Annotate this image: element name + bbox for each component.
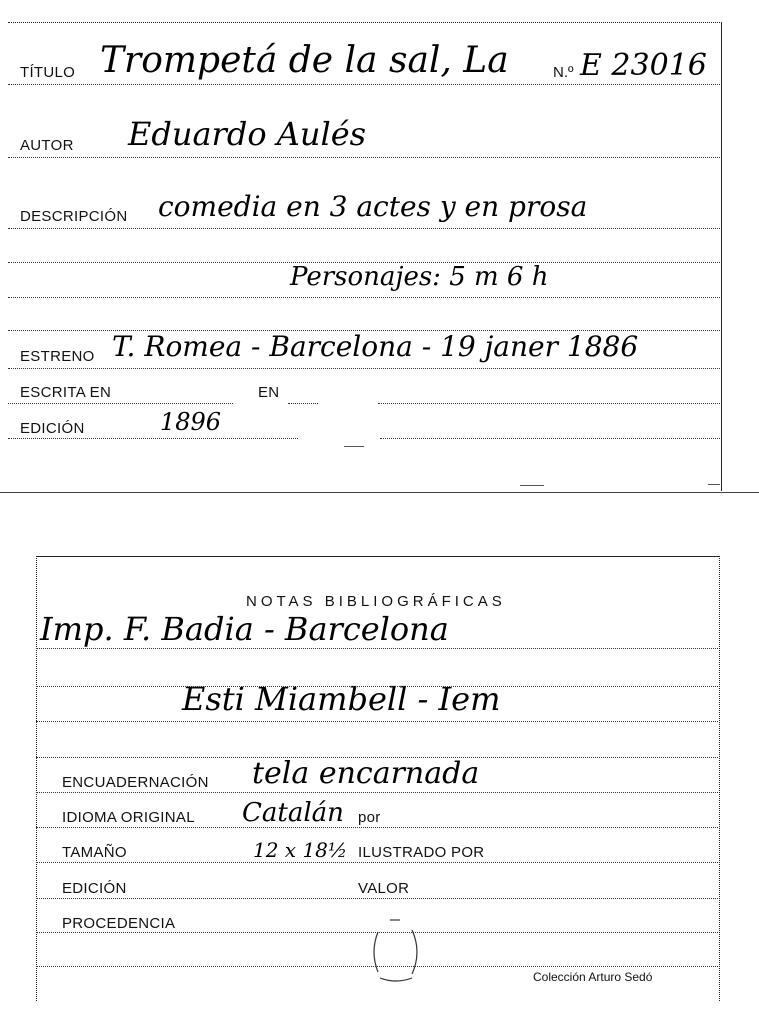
personajes-value: Personajes: 5 m 6 h <box>290 262 549 292</box>
autor-value: Eduardo Aulés <box>128 115 367 153</box>
notes-rule-2 <box>36 686 718 687</box>
numero-label: N.º <box>553 64 574 81</box>
notas-heading: NOTAS BIBLIOGRÁFICAS <box>246 593 506 610</box>
estreno-label: ESTRENO <box>20 348 95 365</box>
en-rule <box>378 403 720 404</box>
edicion-value: 1896 <box>160 408 222 436</box>
scan-mark <box>708 484 720 485</box>
descripcion-rule-1 <box>8 228 720 229</box>
descripcion-label: DESCRIPCIÓN <box>20 208 128 225</box>
scan-mark <box>344 446 364 447</box>
estreno-value: T. Romea - Barcelona - 19 janer 1886 <box>112 330 639 363</box>
autor-rule <box>8 157 720 158</box>
edicion-valor-rule <box>36 898 718 899</box>
descripcion-value: comedia en 3 actes y en prosa <box>158 190 588 223</box>
numero-value: E 23016 <box>580 48 707 83</box>
valor-label: VALOR <box>358 880 410 897</box>
autor-label: AUTOR <box>20 137 74 154</box>
por-label: por <box>358 809 381 826</box>
estreno-rule <box>8 368 720 369</box>
tamano-value: 12 x 18½ <box>253 838 348 862</box>
edicion-label: EDICIÓN <box>20 420 85 437</box>
notes-rule-1 <box>36 648 718 649</box>
ilustrado-label: ILUSTRADO POR <box>358 844 485 861</box>
idioma-rule <box>36 827 718 828</box>
tamano-label: TAMAÑO <box>62 844 127 861</box>
escrita-rule <box>8 403 233 404</box>
en-rule-short <box>288 403 318 404</box>
note-line-1: Imp. F. Badia - Barcelona <box>40 610 449 648</box>
titulo-label: TÍTULO <box>20 64 76 81</box>
note-line-2: Esti Miambell - Iem <box>182 680 501 718</box>
encuadernacion-rule <box>36 792 718 793</box>
notes-rule-3 <box>36 721 718 722</box>
en-label: EN <box>258 384 280 401</box>
edicion-rule <box>8 438 298 439</box>
encuadernacion-value: tela encarnada <box>252 756 480 791</box>
procedencia-label: PROCEDENCIA <box>62 915 176 932</box>
titulo-value: Trompetá de la sal, La <box>100 40 509 81</box>
titulo-rule <box>8 84 720 85</box>
punch-hole-mark <box>360 912 440 986</box>
encuadernacion-label: ENCUADERNACIÓN <box>62 774 209 791</box>
catalog-card-front <box>8 22 722 491</box>
scan-mark <box>520 485 544 486</box>
descripcion-rule-2 <box>8 262 720 263</box>
coleccion-credit: Colección Arturo Sedó <box>533 970 653 984</box>
idioma-value: Catalán <box>242 798 344 828</box>
edicion-rule-right <box>380 438 720 439</box>
back-edicion-label: EDICIÓN <box>62 880 127 897</box>
tamano-rule <box>36 862 718 863</box>
idioma-label: IDIOMA ORIGINAL <box>62 809 195 826</box>
escrita-label: ESCRITA EN <box>20 384 112 401</box>
descripcion-rule-3 <box>8 297 720 298</box>
card-separator-line <box>0 492 759 493</box>
